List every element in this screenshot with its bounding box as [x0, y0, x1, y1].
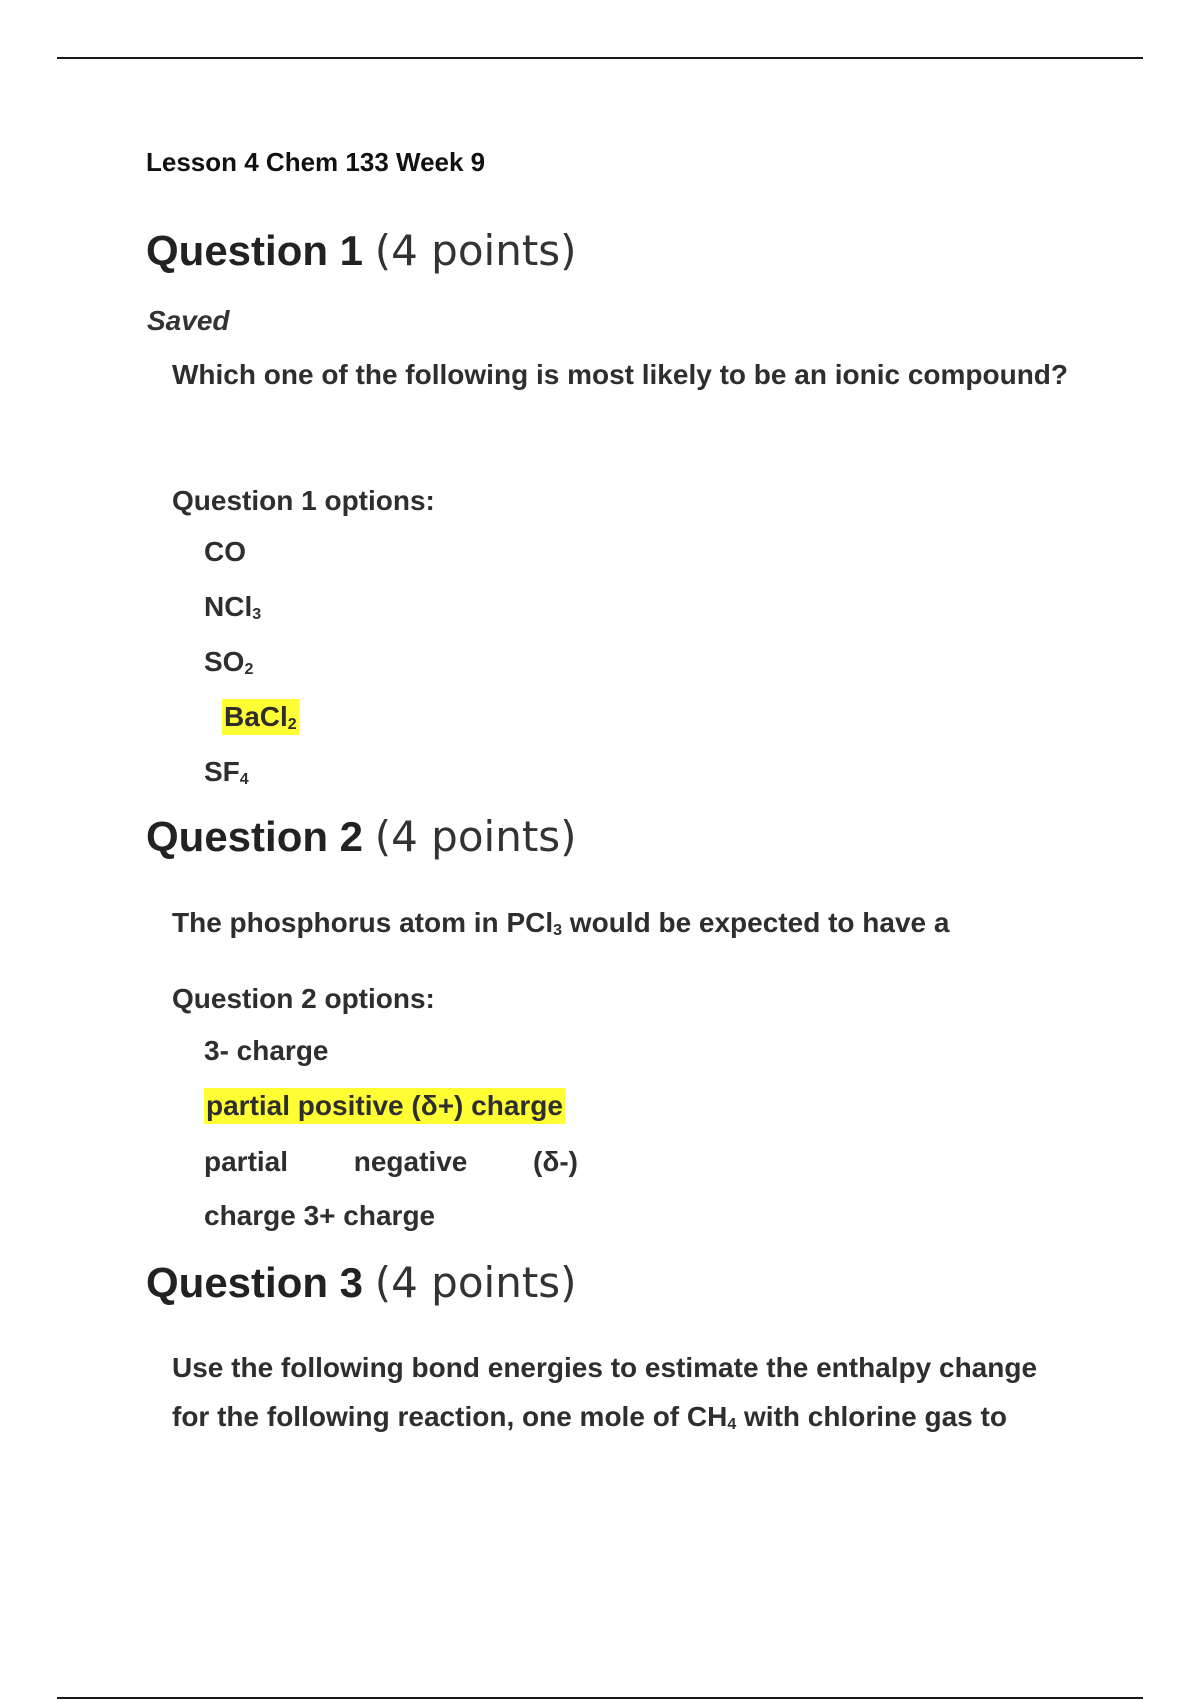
question-2-text [172, 898, 1102, 947]
question-1-options-label: Question 1 options: [172, 485, 435, 516]
question-2-points: (4 points) [374, 812, 577, 861]
question-3-text [172, 1343, 1102, 1441]
question-2-text-end: would be expected to have a [562, 907, 950, 938]
option-subscript: 2 [287, 716, 297, 733]
question-2-number: Question 2 [146, 813, 364, 860]
question-1-number: Question 1 [146, 227, 364, 274]
question-1-option-ncl3[interactable] [204, 589, 261, 625]
option-text: NCl [204, 591, 253, 622]
question-3-number: Question 3 [146, 1259, 364, 1306]
question-3-line-2-subscript: 4 [727, 1416, 737, 1433]
question-2-option-c[interactable] [204, 1144, 578, 1180]
option-text: BaCl [224, 701, 288, 732]
question-3-line-2 [172, 1392, 1102, 1441]
question-3-line-1: Use the following bond energies to estimate the enthalpy change [172, 1352, 1038, 1383]
question-2-option-d[interactable]: charge 3+ charge [204, 1200, 436, 1231]
document-title: Lesson 4 Chem 133 Week 9 [146, 147, 486, 177]
question-1-points: (4 points) [374, 226, 577, 275]
question-2-option-b-selected[interactable]: partial positive (δ+) charge [204, 1088, 565, 1124]
option-word: (δ-) [533, 1146, 578, 1177]
top-rule [57, 57, 1143, 59]
question-1-option-bacl2-selected[interactable] [222, 699, 299, 735]
question-1-heading [146, 228, 577, 274]
question-1-text: Which one of the following is most likely to be an ionic compound? [172, 359, 1069, 390]
option-subscript: 2 [244, 661, 254, 678]
question-1-saved-status: Saved [147, 305, 230, 336]
option-text: CO [204, 536, 246, 567]
question-2-text-start: The phosphorus atom in PCl [172, 907, 554, 938]
question-3-heading [146, 1260, 577, 1306]
question-2-option-a[interactable]: 3- charge [204, 1035, 329, 1066]
option-text: SO [204, 646, 245, 677]
option-subscript: 4 [239, 771, 249, 788]
question-3-points: (4 points) [374, 1258, 577, 1307]
question-3-line-2-start: for the following reaction, one mole of CH [172, 1401, 728, 1432]
option-subscript: 3 [252, 606, 262, 623]
question-2-text-subscript: 3 [553, 922, 563, 939]
bottom-rule [57, 1697, 1143, 1699]
question-1-option-sf4[interactable] [204, 754, 249, 790]
question-2-options-label: Question 2 options: [172, 983, 435, 1014]
question-3-line-2-end: with chlorine gas to [736, 1401, 1007, 1432]
question-1-option-so2[interactable] [204, 644, 253, 680]
option-word: negative [353, 1146, 468, 1177]
question-2-heading [146, 814, 577, 860]
option-text: SF [204, 756, 240, 787]
question-1-option-co[interactable] [204, 534, 246, 570]
option-word: partial [204, 1146, 289, 1177]
